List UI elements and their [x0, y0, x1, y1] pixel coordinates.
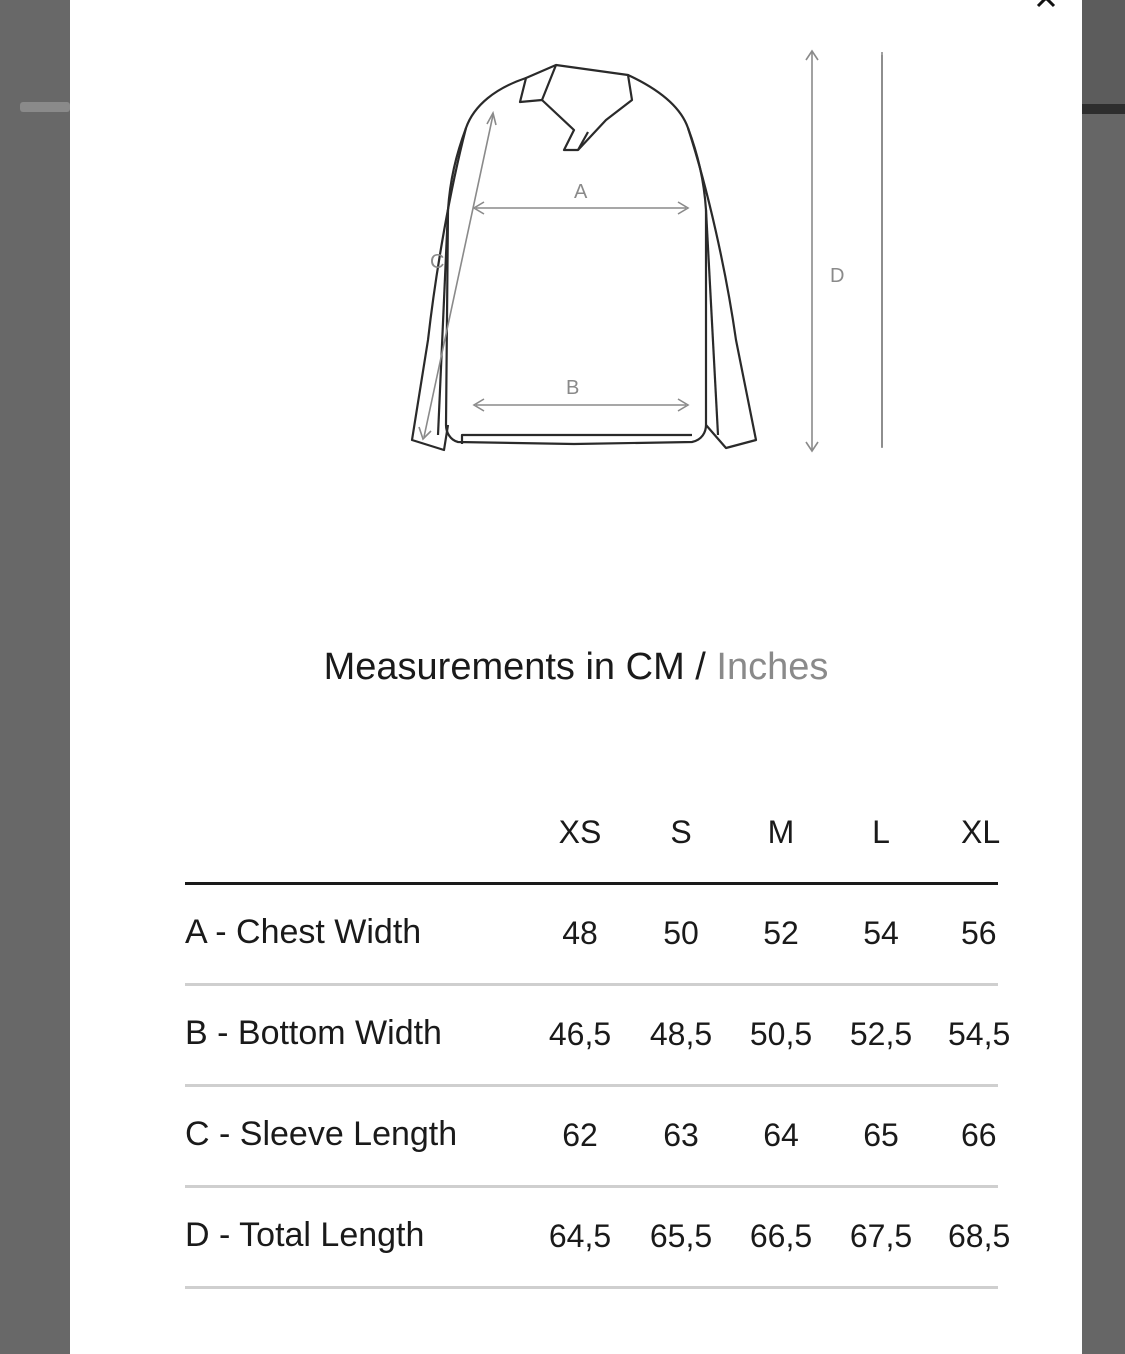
- row-label: B - Bottom Width: [185, 1014, 442, 1052]
- backdrop-left[interactable]: [0, 0, 70, 1354]
- table-cell: 52,5: [849, 1016, 913, 1052]
- backdrop-right-bar: [1082, 104, 1125, 114]
- total-length-indicator: [800, 48, 830, 458]
- table-cell: 64: [763, 1117, 799, 1153]
- row-label: C - Sleeve Length: [185, 1115, 458, 1153]
- table-cell: 54,5: [948, 1016, 1011, 1052]
- table-cell: 64,5: [548, 1218, 612, 1254]
- units-heading: [70, 646, 1082, 689]
- table-cell: 50,5: [749, 1016, 813, 1052]
- label-d: D: [830, 265, 845, 287]
- size-xs: XS: [558, 814, 602, 850]
- table-cell: 46,5: [548, 1016, 612, 1052]
- sweater-illustration-icon: [346, 40, 866, 460]
- size-guide-modal: [70, 0, 1082, 1354]
- row-label: D - Total Length: [185, 1216, 425, 1254]
- table-row: [185, 1087, 998, 1188]
- table-cell: 56: [961, 915, 997, 951]
- close-icon[interactable]: [1034, 0, 1058, 10]
- table-cell: 62: [562, 1117, 598, 1153]
- label-a: A: [574, 181, 588, 203]
- size-table: [185, 810, 1011, 1289]
- table-cell: 66,5: [749, 1218, 813, 1254]
- table-cell: 52: [763, 915, 799, 951]
- table-cell: 48: [562, 915, 598, 951]
- table-row: [185, 986, 1011, 1087]
- table-cell: 63: [663, 1117, 699, 1153]
- size-l: L: [872, 814, 890, 850]
- table-cell: 54: [863, 915, 899, 951]
- row-label: A - Chest Width: [185, 913, 422, 951]
- garment-diagram: [346, 40, 866, 460]
- table-row: [185, 1188, 1011, 1289]
- label-c: C: [430, 251, 445, 273]
- unit-separator: /: [695, 646, 706, 688]
- inches-toggle[interactable]: Inches: [716, 646, 829, 688]
- table-cell: 66: [961, 1117, 997, 1153]
- backdrop-handle: [20, 102, 70, 112]
- table-cell: 65: [863, 1117, 899, 1153]
- cm-toggle[interactable]: Measurements in CM: [323, 646, 685, 688]
- table-cell: 65,5: [649, 1218, 713, 1254]
- backdrop-right-top: [1082, 0, 1125, 104]
- size-s: S: [670, 814, 692, 850]
- size-header-row: [185, 810, 1001, 882]
- table-cell: 48,5: [649, 1016, 713, 1052]
- size-xl: XL: [961, 814, 1001, 850]
- table-row: [185, 885, 998, 986]
- table-cell: 68,5: [948, 1218, 1011, 1254]
- size-m: M: [767, 814, 795, 850]
- label-b: B: [566, 377, 580, 399]
- table-cell: 67,5: [849, 1218, 913, 1254]
- table-cell: 50: [663, 915, 699, 951]
- backdrop-right[interactable]: [1082, 0, 1125, 1354]
